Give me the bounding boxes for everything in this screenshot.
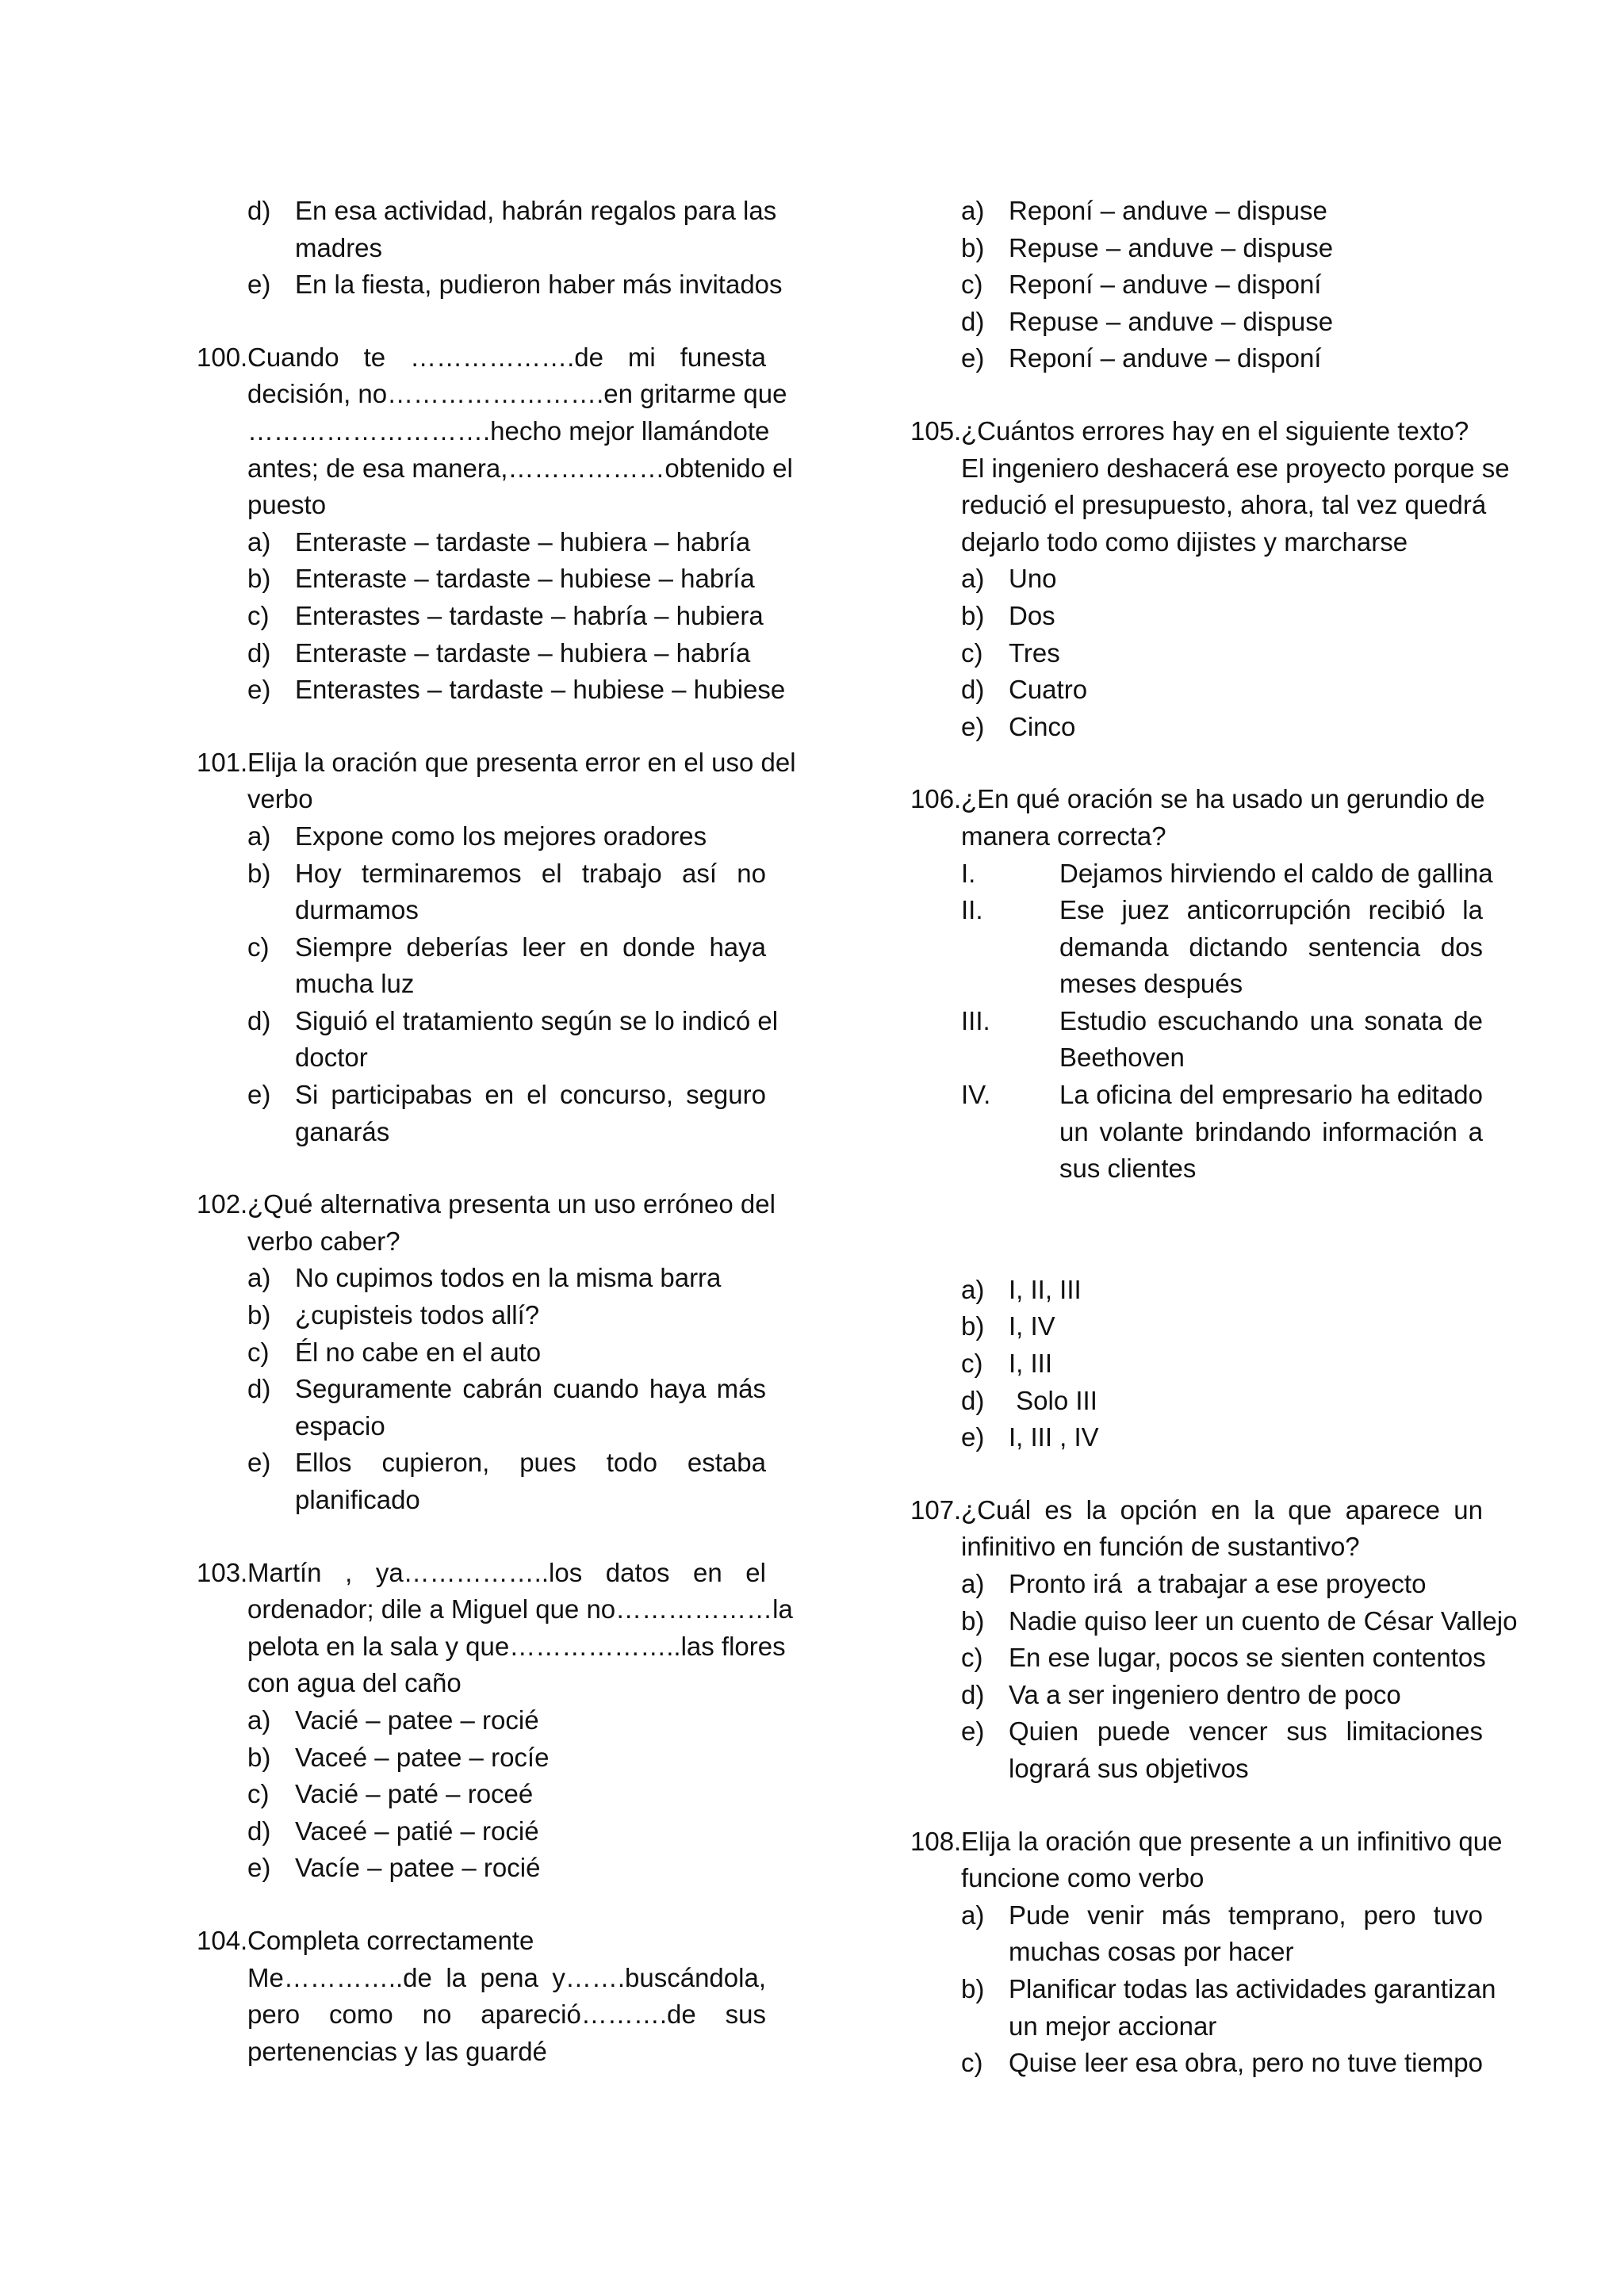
option-e: e) Vacíe – patee – rocié [247,1853,541,1883]
option-c: c) Tres [961,637,1060,668]
option-e: e) Enterastes – tardaste – hubiese – hubiese [247,675,786,705]
statement-iv-cont: un volante brindando información a [1059,1116,1483,1146]
option-d: d) Siguió el tratamiento según se lo indicó el [247,1005,779,1035]
question-stem-line: dejarlo todo como dijistes y marcharse [961,526,1408,557]
option-e: e) Reponí – anduve – disponí [961,343,1322,373]
question-101 [197,744,796,1151]
question-title: 104. Completa correctamente [197,1925,534,1955]
option-d-cont: doctor [295,1043,368,1073]
option-d-cont: madres [295,232,383,262]
question-stem-line: 107. ¿Cuál es la opción en la que aparece un [910,1494,1483,1525]
option-c: c) En ese lugar, pocos se sienten contentos [961,1643,1486,1673]
question-stem-line: 108. Elija la oración que presente a un infinitivo que [910,1826,1503,1856]
statement-iv: IV. La oficina del empresario ha editado [961,1080,1483,1110]
question-stem-line: 106. ¿En qué oración se ha usado un gerundio de [910,784,1485,814]
question-99-tail [197,193,783,304]
option-b: b) ¿cupisteis todos allí? [247,1300,540,1330]
question-stem-line: verbo [247,784,313,814]
question-stem-line: antes; de esa manera,………………obtenido el [247,453,793,483]
blank-space [910,1188,1483,1272]
question-stem-line: decisión, no…………………….en gritarme que [247,379,787,409]
option-b: b) Vaceé – patee – rocíe [247,1742,550,1772]
option-d: d) Va a ser ingeniero dentro de poco [961,1679,1401,1709]
option-e: e) En la fiesta, pudieron haber más invitados [247,270,783,300]
option-d: d) Cuatro [961,675,1088,705]
option-c: c) Siempre deberías leer en donde haya [247,932,766,962]
option-d: d) Vaceé – patié – rocié [247,1816,539,1846]
question-stem-line: 102. ¿Qué alternativa presenta un uso erróneo del [197,1189,776,1219]
question-stem-line: 100. Cuando te ……………….de mi funesta [197,342,766,372]
option-d: d) En esa actividad, habrán regalos para las [247,196,777,225]
question-102 [197,1186,776,1518]
option-b: b) Enteraste – tardaste – hubiese – habría [247,564,755,594]
question-108 [910,1823,1503,2082]
question-100 [197,339,793,709]
option-e: e) Ellos cupieron, pues todo estaba [247,1448,766,1478]
question-103 [197,1555,793,1887]
option-c: c) Vacié – paté – roceé [247,1779,534,1809]
statement-ii-cont: demanda dictando sentencia dos [1059,932,1483,962]
option-c: c) Enterastes – tardaste – habría – hubiera [247,600,764,630]
question-stem-line: 103. Martín , ya……………..los datos en el [197,1557,766,1587]
question-104 [197,1923,766,2070]
option-e: e) Cinco [961,711,1076,741]
question-stem-line: verbo caber? [247,1226,400,1256]
question-stem-line: con agua del caño [247,1668,462,1698]
option-a: a) No cupimos todos en la misma barra [247,1263,722,1293]
question-stem-line: pelota en la sala y que………………..las flores [247,1631,786,1661]
question-stem-line: Me…………..de la pena y…….buscándola, [247,1962,766,1992]
left-column [197,193,796,2106]
option-a: a) Pude venir más temprano, pero tuvo [961,1900,1483,1930]
statement-i: I. Dejamos hirviendo el caldo de gallina [961,858,1493,888]
option-b: b) Nadie quiso leer un cuento de César Vallejo [961,1605,1518,1636]
option-c: c) Quise leer esa obra, pero no tuve tiempo [961,2048,1484,2078]
question-106 [910,781,1493,1456]
option-a: a) Vacié – patee – rocié [247,1705,539,1735]
option-a: a) I, II, III [961,1274,1082,1304]
question-stem-line: redució el presupuesto, ahora, tal vez quedrá [961,490,1487,520]
question-stem-line: funcione como verbo [961,1863,1205,1893]
option-e: e) I, III , IV [961,1422,1099,1452]
question-stem-line: 101. Elija la oración que presenta error en el uso del [197,747,796,777]
statement-iii-cont: Beethoven [1059,1043,1185,1073]
option-a: a) Enteraste – tardaste – hubiera – habría [247,526,751,557]
option-c-cont: mucha luz [295,969,415,999]
option-a: a) Uno [961,564,1057,594]
option-d: d) Seguramente cabrán cuando haya más [247,1374,766,1404]
option-c: c) Él no cabe en el auto [247,1337,542,1367]
statement-iii: III. Estudio escuchando una sonata de [961,1005,1483,1035]
option-b: b) I, IV [961,1311,1055,1341]
option-e: e) Quien puede vencer sus limitaciones [961,1716,1483,1747]
question-stem-line: pertenencias y las guardé [247,2036,547,2066]
option-c: c) I, III [961,1349,1053,1379]
question-105 [910,413,1510,745]
question-stem-line: infinitivo en función de sustantivo? [961,1532,1360,1562]
question-stem-line: puesto [247,490,327,520]
question-107 [910,1492,1518,1788]
question-stem-line: pero como no apareció……….de sus [247,1999,766,2030]
option-e-cont: logrará sus objetivos [1009,1753,1249,1783]
option-d-cont: espacio [295,1410,385,1441]
option-d: d) Repuse – anduve – dispuse [961,306,1334,336]
option-a-cont: muchas cosas por hacer [1009,1937,1294,1967]
option-d: d) Solo III [961,1385,1097,1415]
option-e-cont: planificado [295,1485,420,1514]
question-stem-line: manera correcta? [961,821,1166,851]
option-b: b) Hoy terminaremos el trabajo así no [247,858,766,888]
option-b-cont: un mejor accionar [1009,2011,1217,2041]
question-stem-line: 105. ¿Cuántos errores hay en el siguiente texto? [910,415,1469,446]
right-column [910,193,1518,2118]
option-e-cont: ganarás [295,1116,390,1146]
option-a: a) Pronto irá a trabajar a ese proyecto [961,1569,1427,1598]
option-a: a) Reponí – anduve – dispuse [961,196,1327,225]
option-e: e) Si participabas en el concurso, seguro [247,1080,766,1110]
option-b: b) Planificar todas las actividades garantizan [961,1973,1496,2003]
option-b: b) Dos [961,600,1055,630]
question-stem-line: ordenador; dile a Miguel que no………………la [247,1594,793,1624]
statement-ii-cont: meses después [1059,969,1243,999]
statement-iv-cont: sus clientes [1059,1154,1197,1184]
option-c: c) Reponí – anduve – disponí [961,270,1322,300]
option-a: a) Expone como los mejores oradores [247,821,707,851]
statement-ii: II. Ese juez anticorrupción recibió la [961,895,1483,925]
question-stem-line: ……………………….hecho mejor llamándote [247,415,770,446]
option-b: b) Repuse – anduve – dispuse [961,232,1334,262]
option-d: d) Enteraste – tardaste – hubiera – habría [247,637,751,668]
question-104-options [910,193,1483,377]
option-b-cont: durmamos [295,895,419,925]
question-stem-line: El ingeniero deshacerá ese proyecto porque se [961,453,1510,483]
